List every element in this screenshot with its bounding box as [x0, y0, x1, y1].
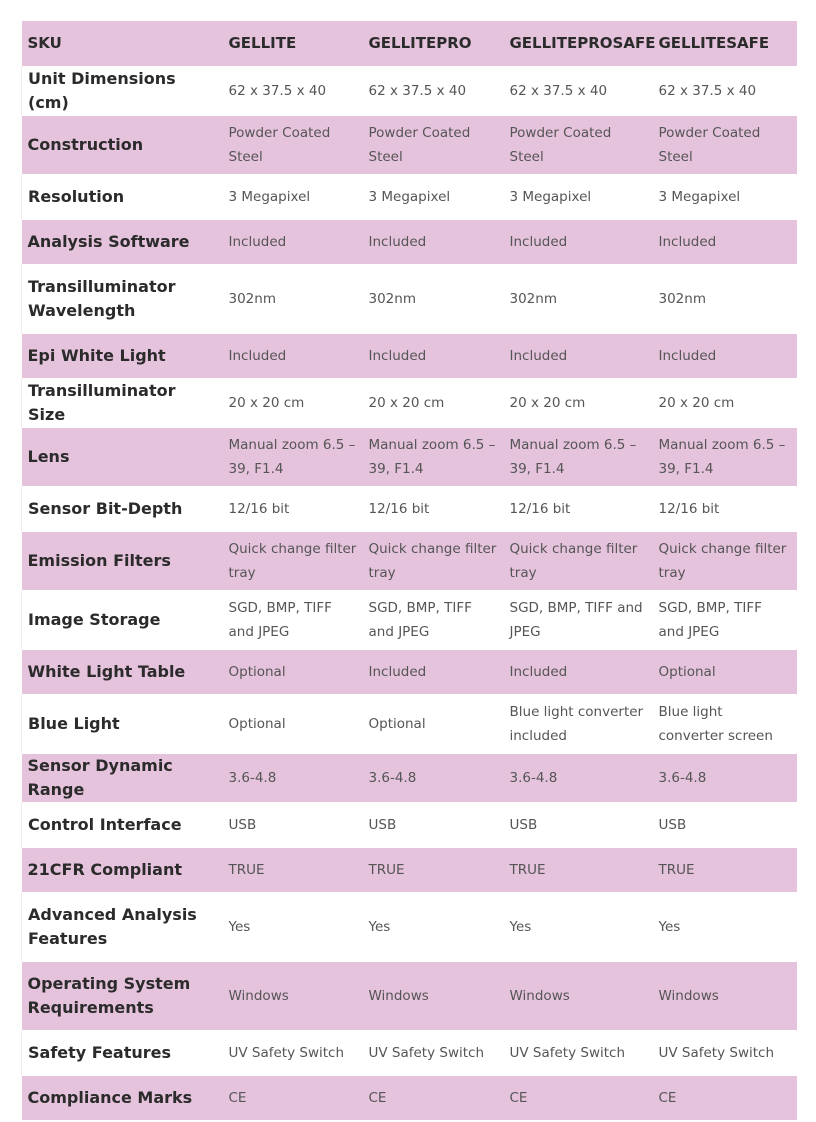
- row-label: Safety Features: [22, 1030, 223, 1075]
- table-row: [22, 892, 797, 961]
- table-cell: SGD, BMP, TIFF and JPEG: [363, 590, 504, 649]
- row-label: Transilluminator Wavelength: [22, 264, 223, 333]
- table-cell: Included: [504, 219, 653, 264]
- table-cell: 302nm: [653, 264, 797, 333]
- table-cell: 302nm: [504, 264, 653, 333]
- table-cell: CE: [363, 1075, 504, 1120]
- table-cell: Manual zoom 6.5 – 39, F1.4: [363, 427, 504, 486]
- table-cell: 12/16 bit: [363, 486, 504, 531]
- row-label: Sensor Dynamic Range: [22, 753, 223, 802]
- table-cell: Optional: [223, 694, 363, 753]
- table-cell: Windows: [223, 961, 363, 1030]
- table-cell: 3 Megapixel: [363, 174, 504, 219]
- header-cell: SKU: [22, 21, 223, 66]
- header-row: [22, 21, 797, 66]
- table-cell: 12/16 bit: [504, 486, 653, 531]
- table-cell: 3.6-4.8: [363, 753, 504, 802]
- row-label: Transilluminator Size: [22, 378, 223, 427]
- header-cell: GELLITESAFE: [653, 21, 797, 66]
- table-cell: Windows: [653, 961, 797, 1030]
- table-cell: SGD, BMP, TIFF and JPEG: [223, 590, 363, 649]
- table-row: [22, 694, 797, 753]
- table-cell: 12/16 bit: [223, 486, 363, 531]
- table-cell: Yes: [653, 892, 797, 961]
- table-cell: Optional: [653, 649, 797, 694]
- table-cell: Included: [504, 649, 653, 694]
- table-cell: Powder Coated Steel: [363, 115, 504, 174]
- table-row: [22, 219, 797, 264]
- spec-table: [21, 21, 797, 1121]
- table-cell: 3.6-4.8: [504, 753, 653, 802]
- header-cell: GELLITEPROSAFE: [504, 21, 653, 66]
- table-cell: 3 Megapixel: [223, 174, 363, 219]
- table-cell: USB: [223, 802, 363, 847]
- table-row: [22, 531, 797, 590]
- table-cell: UV Safety Switch: [653, 1030, 797, 1075]
- table-cell: Included: [223, 219, 363, 264]
- table-row: [22, 961, 797, 1030]
- table-cell: UV Safety Switch: [504, 1030, 653, 1075]
- table-cell: Included: [504, 333, 653, 378]
- table-cell: CE: [504, 1075, 653, 1120]
- table-cell: 20 x 20 cm: [363, 378, 504, 427]
- row-label: Operating System Requirements: [22, 961, 223, 1030]
- table-cell: Quick change filter tray: [653, 531, 797, 590]
- table-cell: 302nm: [223, 264, 363, 333]
- table-cell: Yes: [504, 892, 653, 961]
- table-row: [22, 847, 797, 892]
- table-row: [22, 378, 797, 427]
- table-cell: Powder Coated Steel: [504, 115, 653, 174]
- row-label: 21CFR Compliant: [22, 847, 223, 892]
- table-cell: Optional: [223, 649, 363, 694]
- header-cell: GELLITE: [223, 21, 363, 66]
- row-label: Emission Filters: [22, 531, 223, 590]
- table-cell: CE: [223, 1075, 363, 1120]
- table-cell: 62 x 37.5 x 40: [223, 66, 363, 115]
- table-cell: 3 Megapixel: [504, 174, 653, 219]
- table-cell: 302nm: [363, 264, 504, 333]
- table-cell: Manual zoom 6.5 – 39, F1.4: [504, 427, 653, 486]
- table-row: [22, 115, 797, 174]
- row-label: Unit Dimensions (cm): [22, 66, 223, 115]
- row-label: Sensor Bit-Depth: [22, 486, 223, 531]
- row-label: Analysis Software: [22, 219, 223, 264]
- table-cell: 3.6-4.8: [653, 753, 797, 802]
- table-row: [22, 802, 797, 847]
- table-cell: Windows: [504, 961, 653, 1030]
- table-row: [22, 333, 797, 378]
- row-label: Control Interface: [22, 802, 223, 847]
- table-cell: Manual zoom 6.5 – 39, F1.4: [653, 427, 797, 486]
- table-row: [22, 66, 797, 115]
- table-row: [22, 753, 797, 802]
- table-cell: USB: [653, 802, 797, 847]
- table-cell: 62 x 37.5 x 40: [504, 66, 653, 115]
- table-cell: 3.6-4.8: [223, 753, 363, 802]
- table-row: [22, 1075, 797, 1120]
- table-cell: 12/16 bit: [653, 486, 797, 531]
- table-cell: Windows: [363, 961, 504, 1030]
- table-cell: Quick change filter tray: [363, 531, 504, 590]
- table-cell: 20 x 20 cm: [223, 378, 363, 427]
- table-row: [22, 264, 797, 333]
- table-cell: Included: [363, 219, 504, 264]
- table-cell: Included: [223, 333, 363, 378]
- row-label: Construction: [22, 115, 223, 174]
- table-cell: USB: [504, 802, 653, 847]
- table-cell: Included: [363, 333, 504, 378]
- table-cell: Powder Coated Steel: [223, 115, 363, 174]
- row-label: Image Storage: [22, 590, 223, 649]
- table-row: [22, 649, 797, 694]
- table-row: [22, 1030, 797, 1075]
- table-cell: Quick change filter tray: [223, 531, 363, 590]
- table-cell: 20 x 20 cm: [504, 378, 653, 427]
- row-label: Epi White Light: [22, 333, 223, 378]
- row-label: Blue Light: [22, 694, 223, 753]
- table-cell: SGD, BMP, TIFF and JPEG: [653, 590, 797, 649]
- table-cell: UV Safety Switch: [223, 1030, 363, 1075]
- table-cell: 20 x 20 cm: [653, 378, 797, 427]
- table-row: [22, 427, 797, 486]
- table-cell: 3 Megapixel: [653, 174, 797, 219]
- table-row: [22, 174, 797, 219]
- table-cell: UV Safety Switch: [363, 1030, 504, 1075]
- table-cell: Blue light converter screen: [653, 694, 797, 753]
- table-cell: USB: [363, 802, 504, 847]
- table-body: [22, 66, 797, 1120]
- table-cell: 62 x 37.5 x 40: [363, 66, 504, 115]
- row-label: White Light Table: [22, 649, 223, 694]
- table-row: [22, 590, 797, 649]
- table-cell: Yes: [223, 892, 363, 961]
- table-cell: Included: [653, 219, 797, 264]
- table-cell: Included: [653, 333, 797, 378]
- table-cell: Manual zoom 6.5 – 39, F1.4: [223, 427, 363, 486]
- table-cell: Included: [363, 649, 504, 694]
- row-label: Compliance Marks: [22, 1075, 223, 1120]
- row-label: Resolution: [22, 174, 223, 219]
- table-cell: TRUE: [653, 847, 797, 892]
- table-cell: TRUE: [504, 847, 653, 892]
- table-cell: Quick change filter tray: [504, 531, 653, 590]
- table-cell: Blue light converter included: [504, 694, 653, 753]
- row-label: Advanced Analysis Features: [22, 892, 223, 961]
- table-cell: TRUE: [223, 847, 363, 892]
- header-cell: GELLITEPRO: [363, 21, 504, 66]
- row-label: Lens: [22, 427, 223, 486]
- table-cell: 62 x 37.5 x 40: [653, 66, 797, 115]
- table-cell: Yes: [363, 892, 504, 961]
- table-cell: SGD, BMP, TIFF and JPEG: [504, 590, 653, 649]
- table-row: [22, 486, 797, 531]
- table-cell: Powder Coated Steel: [653, 115, 797, 174]
- table-cell: CE: [653, 1075, 797, 1120]
- table-cell: TRUE: [363, 847, 504, 892]
- table-cell: Optional: [363, 694, 504, 753]
